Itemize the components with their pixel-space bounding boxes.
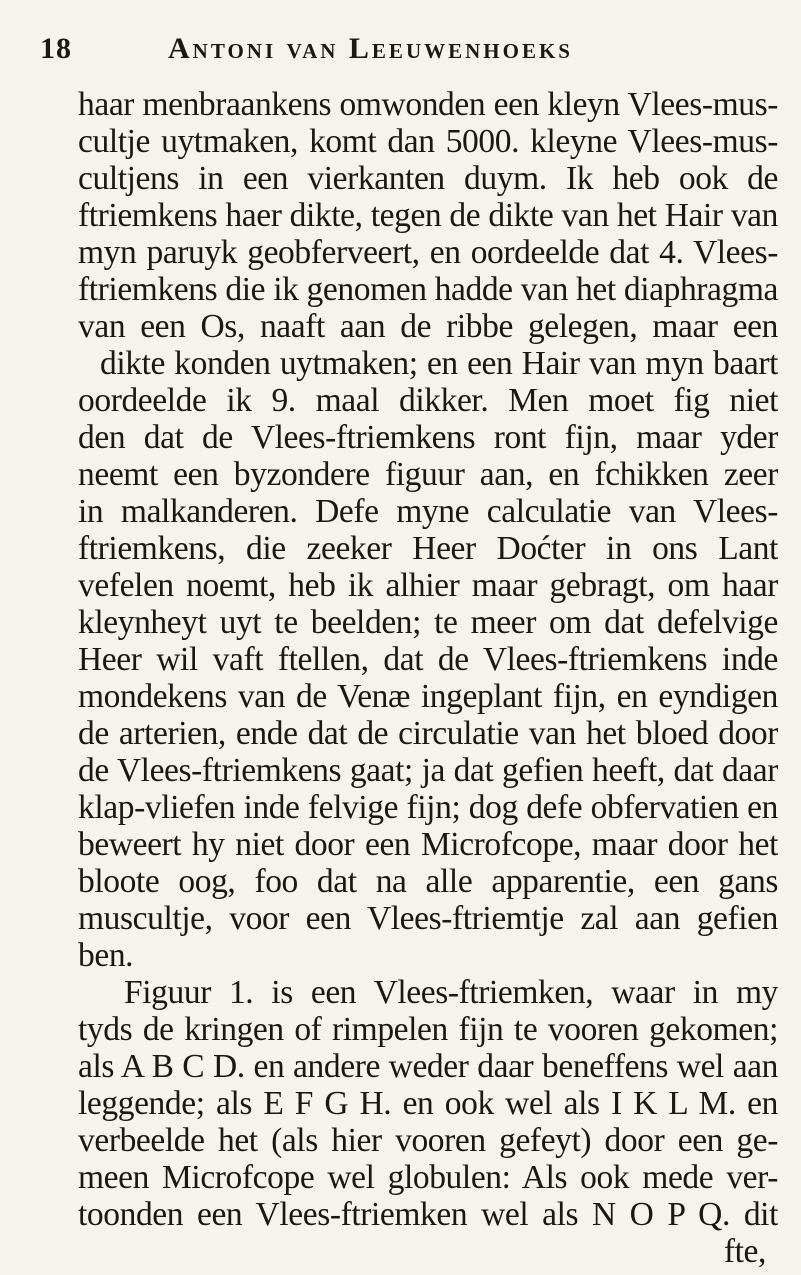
text-line: Heer wil vaft ftellen, dat de Vlees-ftriemkens inde [78, 641, 778, 678]
text-line: mondekens van de Venæ ingeplant fijn, en eyndigen [78, 678, 778, 715]
text-line: cultje uytmaken, komt dan 5000. kleyne Vlees-mus- [78, 123, 778, 160]
text-line: verbeelde het (als hier vooren gefeyt) door een ge- [78, 1122, 778, 1159]
text-line: neemt een byzondere figuur aan, en fchikken zeer [78, 456, 778, 493]
running-head: Antoni van Leeuwenhoeks [168, 32, 573, 65]
text-line: kleynheyt uyt te beelden; te meer om dat defelvige [78, 604, 778, 641]
page-number: 18 [40, 32, 72, 65]
catchword: fte, [723, 1233, 766, 1270]
text-line: beweert hy niet door een Microfcope, maar door het [78, 826, 778, 863]
text-line: cultjens in een vierkanten duym. Ik heb ook de [78, 160, 778, 197]
text-line: als A B C D. en andere weder daar beneffens wel aan [78, 1048, 778, 1085]
text-line: vefelen noemt, heb ik alhier maar gebragt, om haar [78, 567, 778, 604]
body-text [78, 86, 778, 1270]
text-line: oordeelde ik 9. maal dikker. Men moet fig niet [78, 382, 778, 419]
text-line: dikte konden uytmaken; en een Hair van myn baart [100, 345, 778, 382]
text-line: bloote oog, foo dat na alle apparentie, een gans [78, 863, 778, 900]
text-line: van een Os, naaft aan de ribbe gelegen, maar een [78, 308, 778, 345]
text-line: den dat de Vlees-ftriemkens ront fijn, maar yder [78, 419, 778, 456]
text-line: myn paruyk geobferveert, en oordeelde dat 4. Vlees- [78, 234, 778, 271]
text-line: de arterien, ende dat de circulatie van het bloed door [78, 715, 778, 752]
text-line: haar menbraankens omwonden een kleyn Vlees-mus- [78, 86, 778, 123]
text-line: ftriemkens, die zeeker Heer Doćter in ons Lant [78, 530, 778, 567]
text-line: ftriemkens haer dikte, tegen de dikte van het Hair van [78, 197, 778, 234]
text-line: klap-vliefen inde felvige fijn; dog defe obfervatien en [78, 789, 778, 826]
text-line: tyds de kringen of rimpelen fijn te vooren gekomen; [78, 1011, 778, 1048]
text-line: Figuur 1. is een Vlees-ftriemken, waar in my [124, 974, 778, 1011]
text-line: ftriemkens die ik genomen hadde van het diaphragma [78, 271, 778, 308]
text-line: muscultje, voor een Vlees-ftriemtje zal aan gefien [78, 900, 778, 937]
text-line: meen Microfcope wel globulen: Als ook mede ver- [78, 1159, 778, 1196]
text-line: de Vlees-ftriemkens gaat; ja dat gefien heeft, dat daar [78, 752, 778, 789]
text-line: ben. [78, 937, 134, 974]
page-header [40, 32, 760, 82]
text-line: in malkanderen. Defe myne calculatie van Vlees- [78, 493, 778, 530]
text-line: toonden een Vlees-ftriemken wel als N O P Q. dit [78, 1196, 778, 1233]
text-line: leggende; als E F G H. en ook wel als I K L M. en [78, 1085, 778, 1122]
